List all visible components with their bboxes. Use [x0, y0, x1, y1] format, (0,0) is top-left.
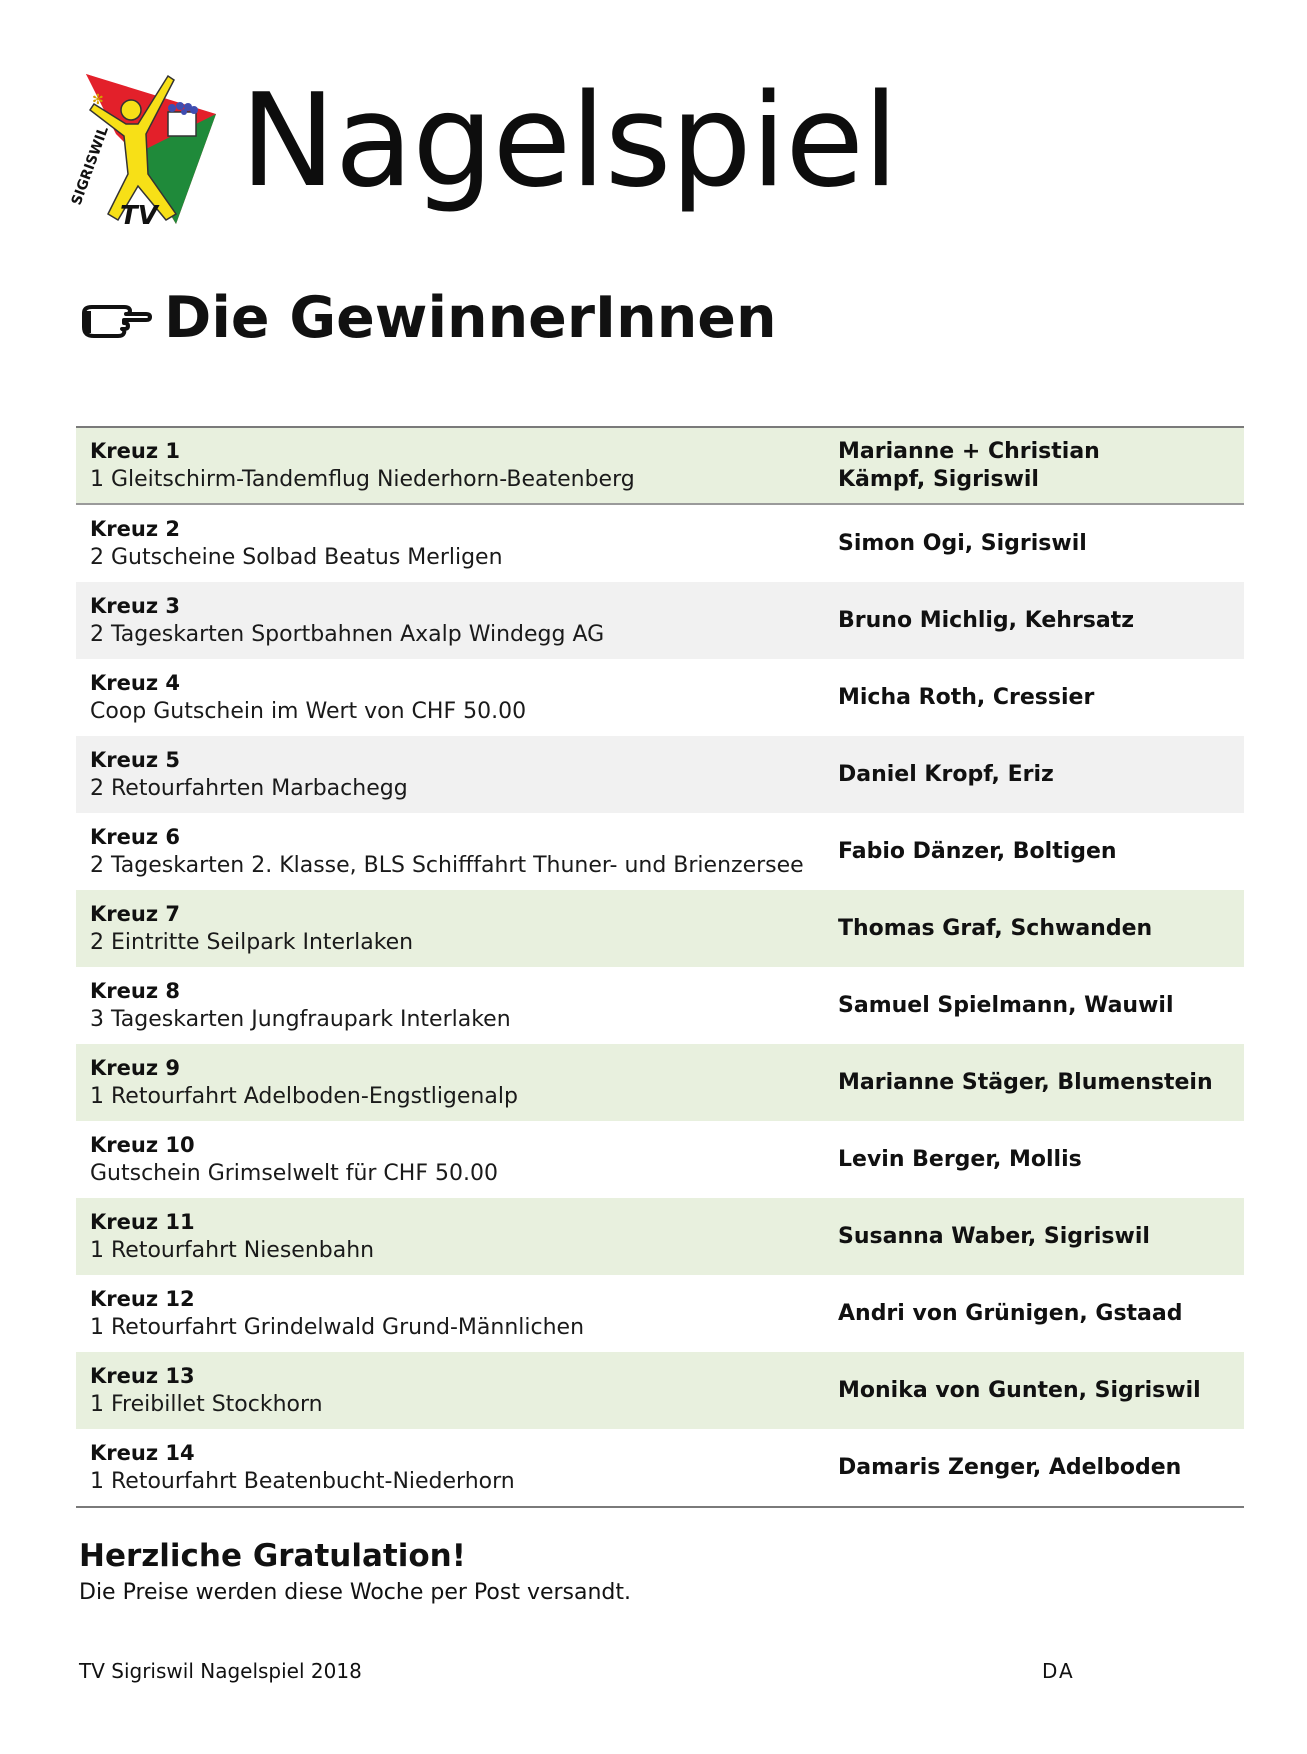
kreuz-label: Kreuz 4: [90, 671, 180, 695]
prize-description: 1 Retourfahrt Adelboden-Engstligenalp: [90, 1084, 518, 1109]
winner-name: Andri von Grünigen, Gstaad: [838, 1300, 1183, 1326]
prize-description: 1 Retourfahrt Niesenbahn: [90, 1238, 375, 1263]
prize-description: 2 Tageskarten 2. Klasse, BLS Schifffahrt Thuner- und Brienzersee: [90, 853, 804, 878]
winner-name: Fabio Dänzer, Boltigen: [838, 838, 1117, 864]
table-row: [76, 1352, 1244, 1429]
winner-name: Samuel Spielmann, Wauwil: [838, 992, 1174, 1018]
footer-left: TV Sigriswil Nagelspiel 2018: [79, 1659, 362, 1683]
winner-name: Damaris Zenger, Adelboden: [838, 1454, 1182, 1480]
table-row: [76, 1044, 1244, 1121]
prize-cell: [76, 1285, 838, 1342]
table-row: [76, 1121, 1244, 1198]
winner-name: Susanna Waber, Sigriswil: [838, 1223, 1150, 1249]
table-row: [76, 505, 1244, 582]
congratulations-heading: Herzliche Gratulation!: [79, 1538, 466, 1574]
winner-name: Marianne Stäger, Blumenstein: [838, 1069, 1213, 1095]
kreuz-label: Kreuz 5: [90, 748, 180, 772]
prize-cell: [76, 1439, 838, 1496]
prize-description: Gutschein Grimselwelt für CHF 50.00: [90, 1161, 498, 1186]
table-row: [76, 736, 1244, 813]
table-row: [76, 813, 1244, 890]
winner-name: Micha Roth, Cressier: [838, 684, 1095, 710]
prize-cell: [76, 977, 838, 1034]
kreuz-label: Kreuz 6: [90, 825, 180, 849]
kreuz-label: Kreuz 3: [90, 594, 180, 618]
prize-description: 1 Retourfahrt Grindelwald Grund-Männlichen: [90, 1315, 585, 1340]
kreuz-label: Kreuz 10: [90, 1133, 195, 1157]
prize-description: 1 Freibillet Stockhorn: [90, 1392, 323, 1417]
table-row: [76, 428, 1244, 505]
svg-text:SIGRISWIL: SIGRISWIL: [68, 124, 112, 208]
table-row: [76, 1198, 1244, 1275]
svg-text:TV: TV: [120, 201, 158, 231]
section-heading: [80, 285, 777, 351]
prize-description: 2 Gutscheine Solbad Beatus Merligen: [90, 545, 503, 570]
winner-name: Bruno Michlig, Kehrsatz: [838, 607, 1135, 633]
prize-description: 2 Tageskarten Sportbahnen Axalp Windegg AG: [90, 622, 605, 647]
kreuz-label: Kreuz 11: [90, 1210, 195, 1234]
subtitle-text: Die GewinnerInnen: [164, 285, 777, 351]
winners-table: [76, 426, 1244, 1508]
prize-description: 1 Retourfahrt Beatenbucht-Niederhorn: [90, 1469, 515, 1494]
prize-cell: [76, 746, 838, 803]
prize-cell: [76, 1362, 838, 1419]
prize-description: Coop Gutschein im Wert von CHF 50.00: [90, 699, 527, 724]
winner-name: Simon Ogi, Sigriswil: [838, 530, 1087, 556]
kreuz-label: Kreuz 2: [90, 517, 180, 541]
kreuz-label: Kreuz 13: [90, 1364, 195, 1388]
prize-cell: [76, 437, 838, 494]
kreuz-label: Kreuz 14: [90, 1441, 195, 1465]
prize-description: 2 Eintritte Seilpark Interlaken: [90, 930, 414, 955]
winner-name: Marianne + Christian Kämpf, Sigriswil: [838, 438, 1100, 492]
table-row: [76, 967, 1244, 1044]
prize-cell: [76, 592, 838, 649]
prize-cell: [76, 1208, 838, 1265]
shipping-note: Die Preise werden diese Woche per Post versandt.: [79, 1580, 632, 1605]
table-row: [76, 1275, 1244, 1352]
winner-name: Daniel Kropf, Eriz: [838, 761, 1054, 787]
prize-description: 3 Tageskarten Jungfraupark Interlaken: [90, 1007, 511, 1032]
tv-sigriswil-logo: [68, 74, 216, 234]
winner-name: Levin Berger, Mollis: [838, 1146, 1082, 1172]
prize-description: 2 Retourfahrten Marbachegg: [90, 776, 408, 801]
table-row: [76, 659, 1244, 736]
prize-cell: [76, 1131, 838, 1188]
kreuz-label: Kreuz 1: [90, 439, 180, 463]
prize-cell: [76, 1054, 838, 1111]
table-row: [76, 1429, 1244, 1506]
pointing-hand-icon: [80, 299, 152, 339]
prize-cell: [76, 900, 838, 957]
kreuz-label: Kreuz 8: [90, 979, 180, 1003]
winner-name: Thomas Graf, Schwanden: [838, 915, 1153, 941]
kreuz-label: Kreuz 9: [90, 1056, 180, 1080]
kreuz-label: Kreuz 12: [90, 1287, 195, 1311]
kreuz-label: Kreuz 7: [90, 902, 180, 926]
prize-cell: [76, 823, 838, 880]
prize-cell: [76, 515, 838, 572]
prize-cell: [76, 669, 838, 726]
svg-text:✻: ✻: [92, 92, 104, 108]
winner-name: Monika von Gunten, Sigriswil: [838, 1377, 1201, 1403]
footer-initials: DA: [1042, 1659, 1075, 1683]
table-row: [76, 890, 1244, 967]
page-title: Nagelspiel: [240, 67, 898, 216]
table-row: [76, 582, 1244, 659]
prize-description: 1 Gleitschirm-Tandemflug Niederhorn-Beatenberg: [90, 467, 635, 492]
